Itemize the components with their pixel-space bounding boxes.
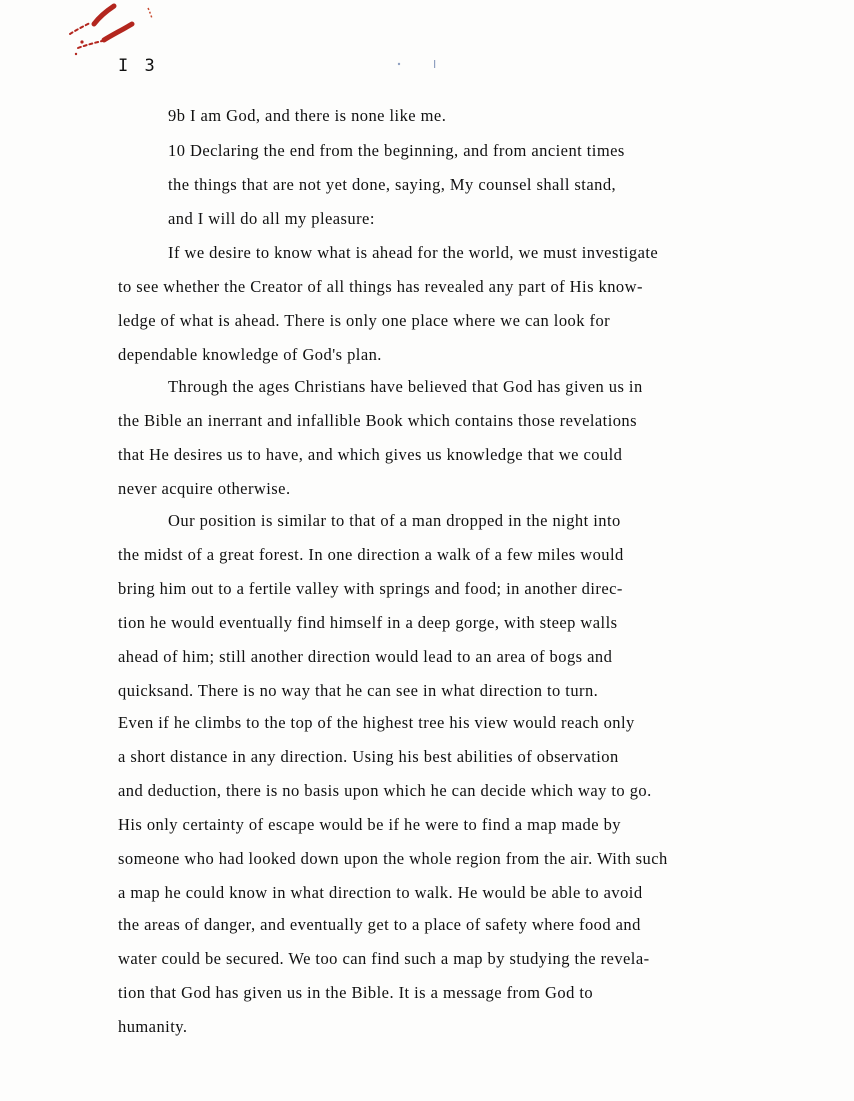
text-line: the things that are not yet done, saying, My counsel shall stand,	[168, 175, 617, 194]
text-line: and I will do all my pleasure:	[168, 209, 375, 228]
text-line: dependable knowledge of God's plan.	[118, 345, 382, 364]
text-line: 9b I am God, and there is none like me.	[168, 106, 447, 125]
text-line: never acquire otherwise.	[118, 479, 291, 498]
text-line: water could be secured. We too can find such a map by studying the revela-	[118, 949, 650, 968]
text-line: someone who had looked down upon the whole region from the air. With such	[118, 849, 668, 868]
text-line: ahead of him; still another direction would lead to an area of bogs and	[118, 647, 613, 666]
text-line: the midst of a great forest. In one direction a walk of a few miles would	[118, 545, 624, 564]
text-line: the areas of danger, and eventually get to a place of safety where food and	[118, 915, 641, 934]
page-number: I 3	[118, 56, 158, 76]
text-line: Our position is similar to that of a man dropped in the night into	[168, 511, 621, 530]
text-line: tion he would eventually find himself in a deep gorge, with steep walls	[118, 613, 618, 632]
text-line: Even if he climbs to the top of the highest tree his view would reach only	[118, 713, 635, 732]
text-line: and deduction, there is no basis upon which he can decide which way to go.	[118, 781, 652, 800]
text-line: 10 Declaring the end from the beginning, and from ancient times	[168, 141, 625, 160]
text-line: ledge of what is ahead. There is only one place where we can look for	[118, 311, 611, 330]
red-ink-mark	[60, 2, 160, 60]
text-line: to see whether the Creator of all things has revealed any part of His know-	[118, 277, 643, 296]
scan-specks	[390, 58, 450, 78]
text-line: If we desire to know what is ahead for the world, we must investigate	[168, 243, 659, 262]
text-line: bring him out to a fertile valley with springs and food; in another direc-	[118, 579, 623, 598]
text-line: quicksand. There is no way that he can see in what direction to turn.	[118, 681, 599, 700]
text-line: tion that God has given us in the Bible. It is a message from God to	[118, 983, 594, 1002]
text-line: the Bible an inerrant and infallible Book which contains those revelations	[118, 411, 638, 430]
text-line: humanity.	[118, 1017, 188, 1036]
text-line: His only certainty of escape would be if he were to find a map made by	[118, 815, 621, 834]
text-line: a map he could know in what direction to walk. He would be able to avoid	[118, 883, 643, 902]
text-line: that He desires us to have, and which gives us knowledge that we could	[118, 445, 623, 464]
text-line: a short distance in any direction. Using his best abilities of observation	[118, 747, 619, 766]
text-line: Through the ages Christians have believed that God has given us in	[168, 377, 643, 396]
